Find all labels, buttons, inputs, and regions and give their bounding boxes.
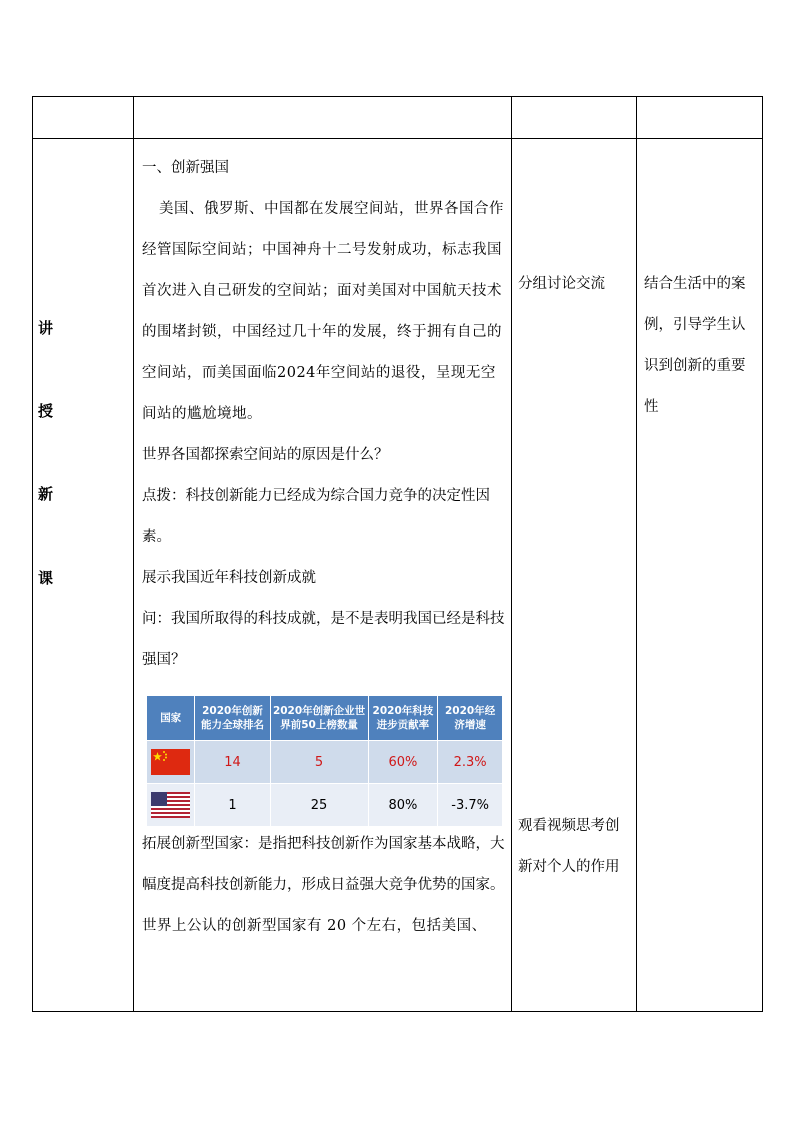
stats-table bbox=[146, 695, 503, 827]
lesson-content bbox=[142, 148, 508, 681]
expand-paragraph: 拓展创新型国家：是指把科技创新作为国家基本战略，大幅度提高科技创新能力，形成日益强大竞争优势的国家。 bbox=[142, 836, 505, 893]
stats-cell: 2.3% bbox=[438, 741, 503, 784]
side-label-char-2: 授 bbox=[38, 402, 54, 420]
stats-row-usa bbox=[147, 784, 503, 827]
stats-cell: 1 bbox=[195, 784, 270, 827]
stats-header: 2020年经济增速 bbox=[438, 696, 503, 741]
show-line: 展示我国近年科技创新成就 bbox=[142, 570, 316, 586]
activity-discussion: 分组讨论交流 bbox=[518, 276, 605, 292]
case-paragraph: 美国、俄罗斯、中国都在发展空间站，世界各国合作经管国际空间站；中国神舟十二号发射成功，标志我国首次进入自己研发的空间站；面对美国对中国航天技术的围堵封锁，中国经过几十年的发展，终于拥有自己的空间站，而美国面临2024年空间站的退役，呈现无空间站的尴尬境地。 bbox=[142, 201, 504, 422]
stats-cell: -3.7% bbox=[438, 784, 503, 827]
side-label-char-3: 新 bbox=[38, 485, 54, 503]
stats-cell: 14 bbox=[195, 741, 270, 784]
stats-header: 国家 bbox=[147, 696, 195, 741]
side-label-char-4: 课 bbox=[38, 569, 54, 587]
side-label-char-1: 讲 bbox=[38, 319, 54, 337]
stats-header: 2020年创新企业世界前50上榜数量 bbox=[270, 696, 368, 741]
lesson-content-lower bbox=[142, 824, 508, 947]
china-flag-icon bbox=[151, 749, 190, 775]
last-line: 世界上公认的创新型国家有 20 个左右，包括美国、 bbox=[142, 918, 487, 934]
stats-header: 2020年科技进步贡献率 bbox=[368, 696, 438, 741]
stats-cell: 25 bbox=[270, 784, 368, 827]
question-2: 问：我国所取得的科技成就，是不是表明我国已经是科技强国？ bbox=[142, 611, 505, 668]
purpose-text: 结合生活中的案例，引导学生认识到创新的重要性 bbox=[644, 276, 746, 415]
activity-video: 观看视频思考创新对个人的作用 bbox=[518, 818, 620, 875]
section-heading: 一、创新强国 bbox=[142, 160, 229, 176]
question-1: 世界各国都探索空间站的原因是什么？ bbox=[142, 447, 389, 463]
stats-cell: 80% bbox=[368, 784, 438, 827]
stats-cell: 5 bbox=[270, 741, 368, 784]
stats-header-row bbox=[147, 696, 503, 741]
stats-row-china bbox=[147, 741, 503, 784]
flag-cell bbox=[147, 784, 195, 827]
flag-cell bbox=[147, 741, 195, 784]
stats-header: 2020年创新能力全球排名 bbox=[195, 696, 270, 741]
point-paragraph: 点拨：科技创新能力已经成为综合国力竞争的决定性因素。 bbox=[142, 488, 490, 545]
usa-flag-icon bbox=[151, 792, 190, 818]
stats-cell: 60% bbox=[368, 741, 438, 784]
